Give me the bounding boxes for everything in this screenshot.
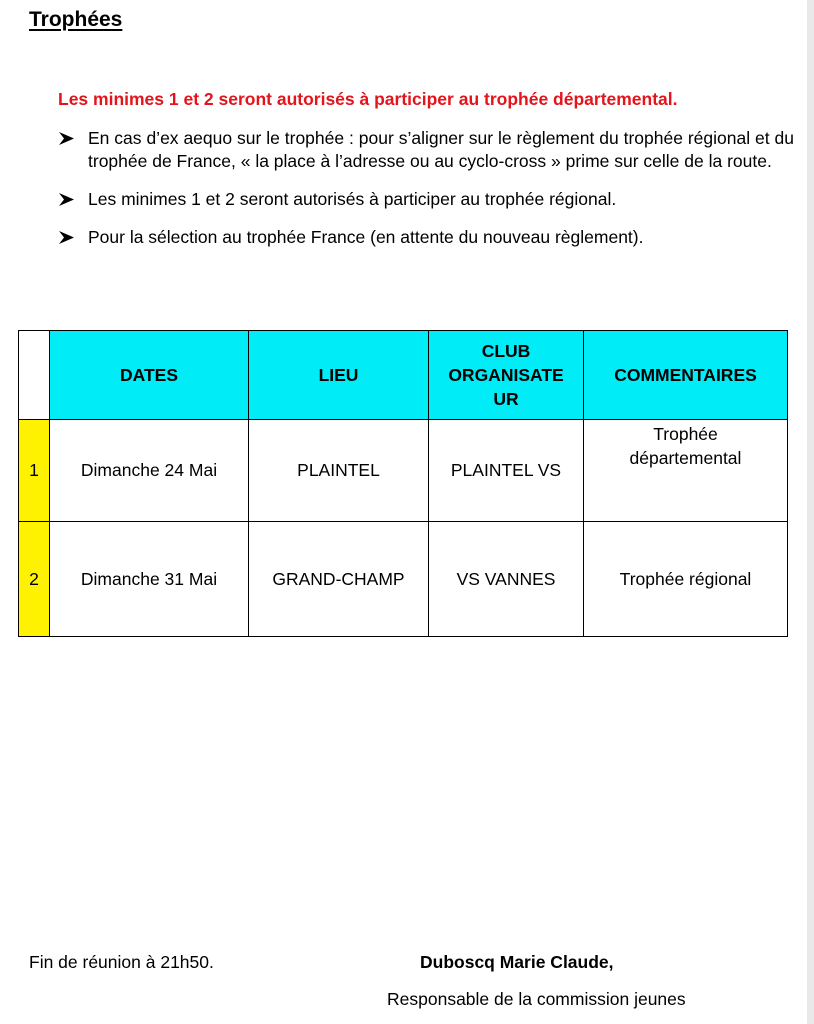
page-title: Trophées bbox=[29, 8, 123, 31]
list-item bbox=[58, 188, 794, 211]
header-club: CLUB ORGANISATE UR bbox=[429, 331, 584, 420]
signatory-name: Duboscq Marie Claude, bbox=[420, 952, 614, 972]
row-number: 1 bbox=[19, 420, 50, 522]
cell-club: PLAINTEL VS bbox=[429, 420, 584, 522]
header-lieu: LIEU bbox=[249, 331, 429, 420]
cell-date: Dimanche 31 Mai bbox=[50, 522, 249, 637]
cell-commentaire-text: Trophée départemental bbox=[629, 424, 742, 468]
table-row bbox=[19, 420, 788, 522]
arrow-bullet-icon bbox=[58, 230, 75, 245]
list-item bbox=[58, 226, 794, 249]
cell-commentaire bbox=[584, 420, 788, 522]
arrow-bullet-icon bbox=[58, 131, 75, 146]
meeting-end-note: Fin de réunion à 21h50. bbox=[29, 952, 214, 972]
row-number-header bbox=[19, 331, 50, 420]
bullet-list bbox=[58, 127, 794, 249]
cell-commentaire: Trophée régional bbox=[584, 522, 788, 637]
header-dates: DATES bbox=[50, 331, 249, 420]
row-number: 2 bbox=[19, 522, 50, 637]
table-row bbox=[19, 522, 788, 637]
bullet-text: Pour la sélection au trophée France (en attente du nouveau règlement). bbox=[88, 227, 644, 247]
bullet-text: Les minimes 1 et 2 seront autorisés à participer au trophée régional. bbox=[88, 189, 617, 209]
cell-lieu: PLAINTEL bbox=[249, 420, 429, 522]
header-commentaires: COMMENTAIRES bbox=[584, 331, 788, 420]
list-item bbox=[58, 127, 794, 173]
table-header-row bbox=[19, 331, 788, 420]
bullet-text: En cas d’ex aequo sur le trophée : pour s’aligner sur le règlement du trophée régional et du trophée de France, « la place à l’adresse ou au cyclo-cross » prime sur celle de la route. bbox=[88, 128, 794, 171]
cell-date: Dimanche 24 Mai bbox=[50, 420, 249, 522]
cell-lieu: GRAND-CHAMP bbox=[249, 522, 429, 637]
arrow-bullet-icon bbox=[58, 192, 75, 207]
events-table bbox=[18, 330, 788, 637]
signatory-role: Responsable de la commission jeunes bbox=[387, 989, 686, 1009]
intro-notice: Les minimes 1 et 2 seront autorisés à participer au trophée départemental. bbox=[58, 89, 678, 109]
page-edge bbox=[807, 0, 814, 1024]
cell-club: VS VANNES bbox=[429, 522, 584, 637]
